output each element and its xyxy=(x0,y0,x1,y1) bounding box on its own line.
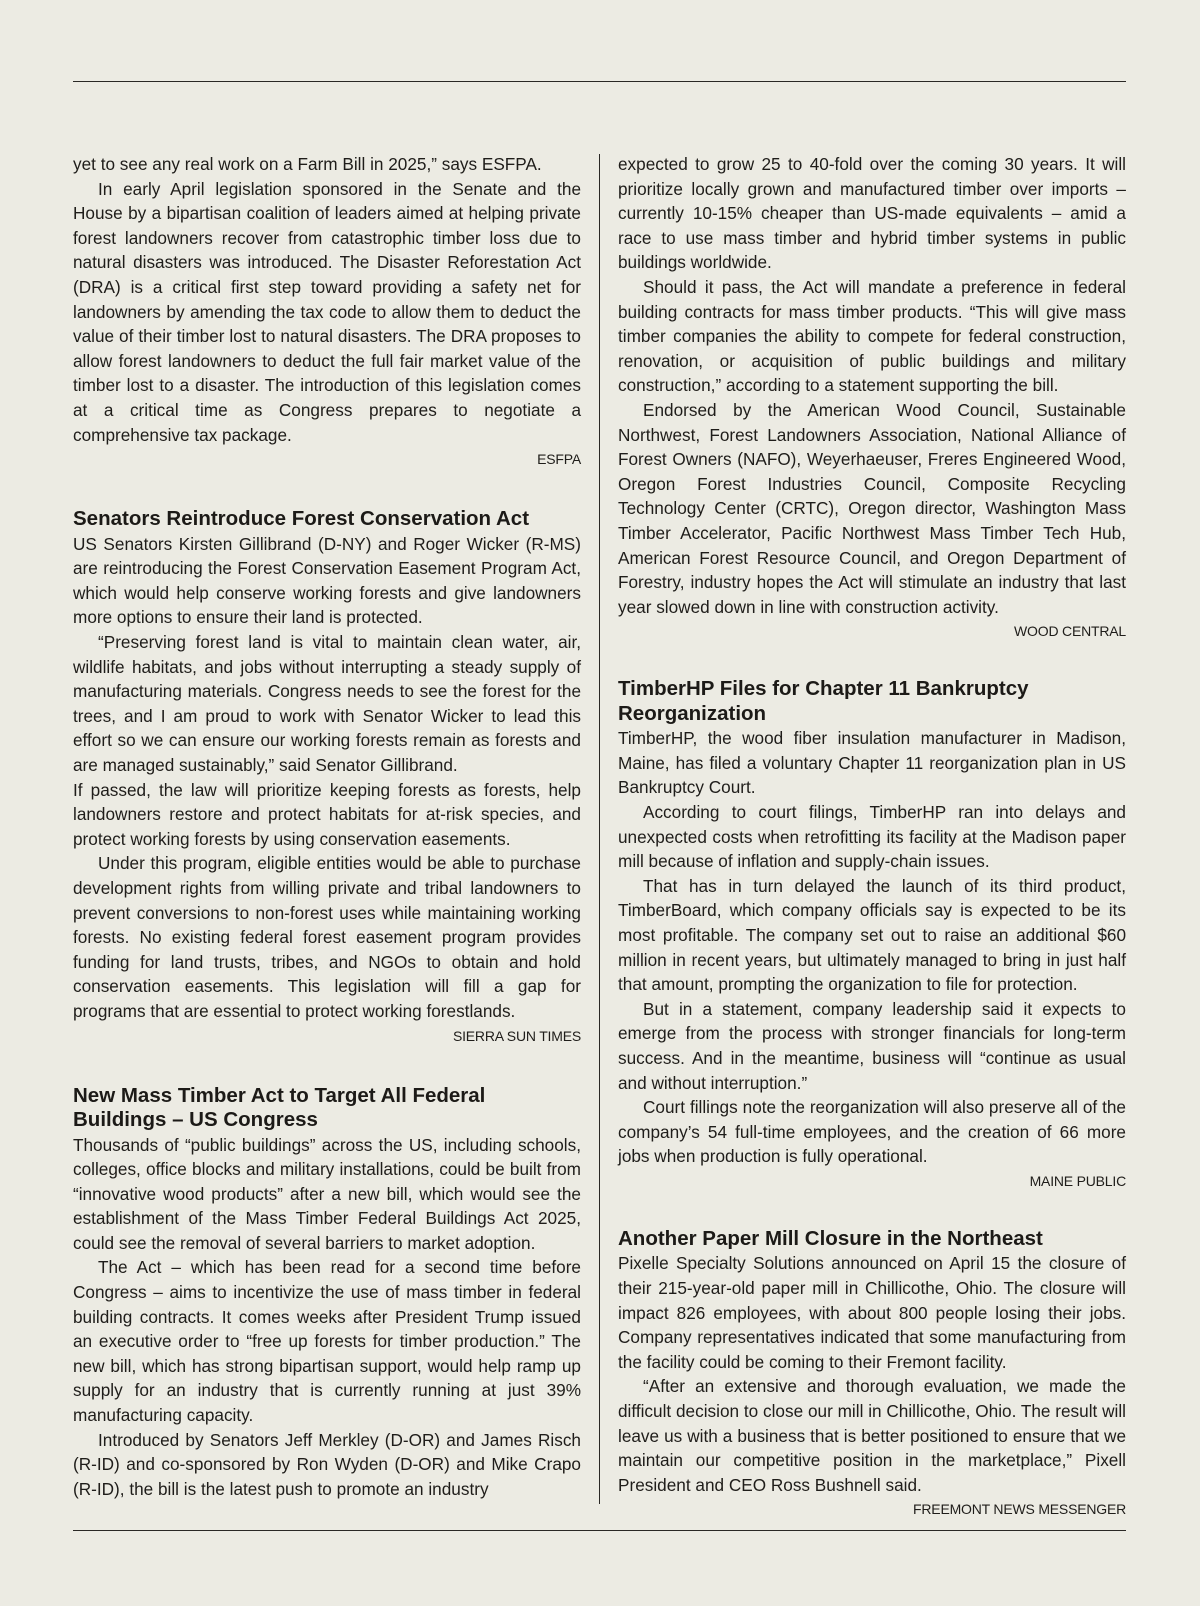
article-mass-timber-act-continued xyxy=(618,152,1126,641)
column-divider xyxy=(599,154,600,1504)
article-paper-mill-closure xyxy=(618,1227,1126,1519)
source-credit: WOOD CENTRAL xyxy=(1014,623,1126,640)
article-timberhp-bankruptcy xyxy=(618,677,1126,1191)
article-paragraph: Court fillings note the reorganization will also preserve all of the company’s 54 full-time employees, and the creation of 66 more jobs when production is fully operational. xyxy=(618,1097,1126,1167)
article-paragraph: But in a statement, company leadership said it expects to emerge from the process with stronger financials for long-term success. And in the meantime, business will “continue as usual and without interruption.” xyxy=(618,998,1126,1093)
left-column xyxy=(73,152,581,1501)
article-forest-conservation xyxy=(73,507,581,1045)
source-credit: FREEMONT NEWS MESSENGER xyxy=(913,1501,1126,1518)
article-paragraph: US Senators Kirsten Gillibrand (D-NY) and Roger Wicker (R-MS) are reintroducing the Forest Conservation Easement Program Act, which would help conserve working forests and give landowners more options to ensure their land is protected. xyxy=(73,533,581,628)
article-paragraph: The Act – which has been read for a second time before Congress – aims to incentivize the use of mass timber in federal building contracts. It comes weeks after President Trump issued an executive order to “free up forests for timber production.” The new bill, which has strong bipartisan support, would help ramp up supply for an industry that is currently running at just 39% manufacturing capacity. xyxy=(73,1257,581,1426)
source-credit: MAINE PUBLIC xyxy=(1029,1172,1126,1189)
article-title: Senators Reintroduce Forest Conservation Act xyxy=(73,507,530,531)
source-credit: ESFPA xyxy=(537,451,581,468)
article-paragraph: That has in turn delayed the launch of its third product, TimberBoard, which company officials say is expected to be its most profitable. The company set out to raise an additional $60 million in recent years, but ultimately managed to bring in just half that amount, prompting the organization to file for protection. xyxy=(618,875,1126,995)
article-paragraph: expected to grow 25 to 40-fold over the coming 30 years. It will prioritize locally grown and manufactured timber over imports – currently 10-15% cheaper than US-made equivalents – amid a race to use mass timber and hybrid timber systems in public buildings worldwide. xyxy=(618,154,1126,273)
article-title: New Mass Timber Act to Target All Federal Buildings – US Congress xyxy=(73,1083,486,1131)
article-paragraph: “After an extensive and thorough evaluation, we made the difficult decision to close our mill in Chillicothe, Ohio. The result will leave us with a business that is better positioned to ensure that we maintain our competitive position in the marketplace,” Pixell President and CEO Ross Bushnell said. xyxy=(618,1376,1126,1495)
article-mass-timber-act xyxy=(73,1084,581,1502)
top-rule xyxy=(73,81,1126,82)
article-paragraph: TimberHP, the wood fiber insulation manufacturer in Madison, Maine, has filed a voluntary Chapter 11 reorganization plan in US Bankruptcy Court. xyxy=(618,728,1126,798)
article-paragraph: Introduced by Senators Jeff Merkley (D-OR) and James Risch (R-ID) and co-sponsored by Ron Wyden (D-OR) and Mike Crapo (R-ID), the bill is the latest push to promote an industry xyxy=(73,1429,581,1499)
article-title: Another Paper Mill Closure in the Northeast xyxy=(618,1226,1043,1250)
intro-paragraph: In early April legislation sponsored in the Senate and the House by a bipartisan coalition of leaders aimed at helping private forest landowners recover from catastrophic timber loss due to natural disasters was introduced. The Disaster Reforestation Act (DRA) is a critical first step toward providing a safety net for landowners by amending the tax code to allow them to deduct the value of their timber lost to natural disasters. The DRA proposes to allow forest landowners to deduct the full fair market value of the timber lost to a disaster. The introduction of this legislation comes at a critical time as Congress prepares to negotiate a comprehensive tax package. xyxy=(73,178,581,445)
article-paragraph: “Preserving forest land is vital to maintain clean water, air, wildlife habitats, and jobs without interrupting a steady supply of manufacturing materials. Congress needs to see the forest for the trees, and I am proud to work with Senator Wicker to lead this effort so we can ensure our working forests remain as forests and are managed sustainably,” said Senator Gillibrand. xyxy=(73,632,581,775)
article-title: TimberHP Files for Chapter 11 Bankruptcy Reorganization xyxy=(618,677,1029,725)
article-paragraph: According to court filings, TimberHP ran into delays and unexpected costs when retrofitting its facility at the Madison paper mill because of inflation and supply-chain issues. xyxy=(618,802,1126,872)
article-paragraph: Pixelle Specialty Solutions announced on April 15 the closure of their 215-year-old paper mill in Chillicothe, Ohio. The closure will impact 826 employees, with about 800 people losing their jobs. Company representatives indicated that some manufacturing from the facility could be coming to their Fremont facility. xyxy=(618,1253,1126,1372)
article-paragraph: Under this program, eligible entities would be able to purchase development rights from willing private and tribal landowners to prevent conversions to non-forest uses while maintaining working forests. No existing federal forest easement program provides funding for land trusts, tribes, and NGOs to obtain and hold conservation easements. This legislation will fill a gap for programs that are essential to protect working forestlands. xyxy=(73,853,581,1021)
intro-tail-paragraph: yet to see any real work on a Farm Bill in 2025,” says ESFPA. xyxy=(73,154,542,174)
article-paragraph: Should it pass, the Act will mandate a preference in federal building contracts for mass timber products. “This will give mass timber companies the ability to compete for federal construction, renovation, or acquisition of public buildings and military construction,” according to a statement supporting the bill. xyxy=(618,276,1126,396)
bottom-rule xyxy=(73,1530,1126,1531)
article-paragraph: Thousands of “public buildings” across the US, including schools, colleges, office blocks and military installations, could be built from “innovative wood products” after a new bill, which would see the establishment of the Mass Timber Federal Buildings Act 2025, could see the removal of several barriers to market adoption. xyxy=(73,1134,581,1253)
article-paragraph: Endorsed by the American Wood Council, Sustainable Northwest, Forest Landowners Association, National Alliance of Forest Owners (NAFO), Weyerhaeuser, Freres Engineered Wood, Oregon Forest Industries Council, Composite Recycling Technology Center (CRTC), Oregon director, Washington Mass Timber Accelerator, Pacific Northwest Mass Timber Tech Hub, American Forest Resource Council, and Oregon Department of Forestry, industry hopes the Act will stimulate an industry that last year slowed down in line with construction activity. xyxy=(618,399,1126,617)
right-column xyxy=(618,152,1126,1519)
source-credit: SIERRA SUN TIMES xyxy=(452,1027,581,1044)
article-paragraph: If passed, the law will prioritize keeping forests as forests, help landowners restore and protect habitats for at-risk species, and protect working forests by using conservation easements. xyxy=(73,779,581,849)
